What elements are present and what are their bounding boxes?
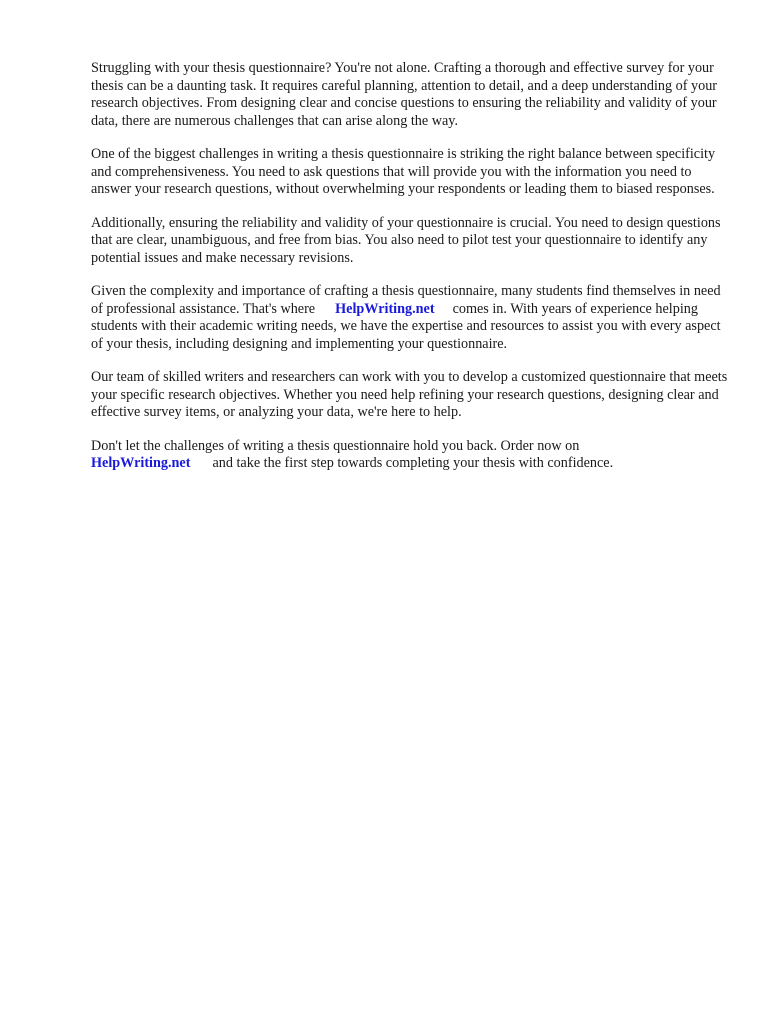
paragraph-order-after: and take the first step towards completing your thesis with confidence. (212, 455, 614, 471)
paragraph-order (91, 438, 731, 473)
paragraph-challenges: One of the biggest challenges in writing a thesis questionnaire is striking the right balance between specificity and comprehensiveness. You need to ask questions that will provide you with the information you need to answer your research questions, without overwhelming your respondents or leading them to biased responses. (91, 146, 716, 197)
paragraph-assistance-before: Given the complexity and importance of crafting a thesis questionnaire, many students find themselves in need of professional assistance. That's where (91, 283, 721, 317)
paragraph-intro: Struggling with your thesis questionnaire? You're not alone. Crafting a thorough and effective survey for your thesis can be a daunting task. It requires careful planning, attention to detail, and a deep understanding of your research objectives. From designing clear and concise questions to ensuring the reliability and validity of your data, there are numerous challenges that can arise along the way. (91, 60, 718, 129)
document-body (91, 60, 731, 489)
paragraph-reliability: Additionally, ensuring the reliability and validity of your questionnaire is crucial. You need to design questions that are clear, unambiguous, and free from bias. You also need to pilot test your questionnaire to identify any potential issues and make necessary revisions. (91, 214, 721, 266)
paragraph-team: Our team of skilled writers and researchers can work with you to develop a customized questionnaire that meets your specific research objectives. Whether you need help refining your research questions, designing clear and effective survey items, or analyzing your data, we're here to help. (91, 369, 728, 420)
helpwriting-order-link[interactable]: HelpWriting.net (91, 455, 191, 471)
paragraph-assistance-after: comes in. With years of experience helping students with their academic writing needs, we have the expertise and resources to assist you with every aspect of your thesis, including designing and implementing your questionnaire. (91, 300, 721, 352)
helpwriting-link[interactable]: HelpWriting.net (335, 300, 435, 317)
paragraph-assistance (91, 283, 731, 353)
paragraph-order-before: Don't let the challenges of writing a thesis questionnaire hold you back. Order now on (91, 437, 580, 454)
